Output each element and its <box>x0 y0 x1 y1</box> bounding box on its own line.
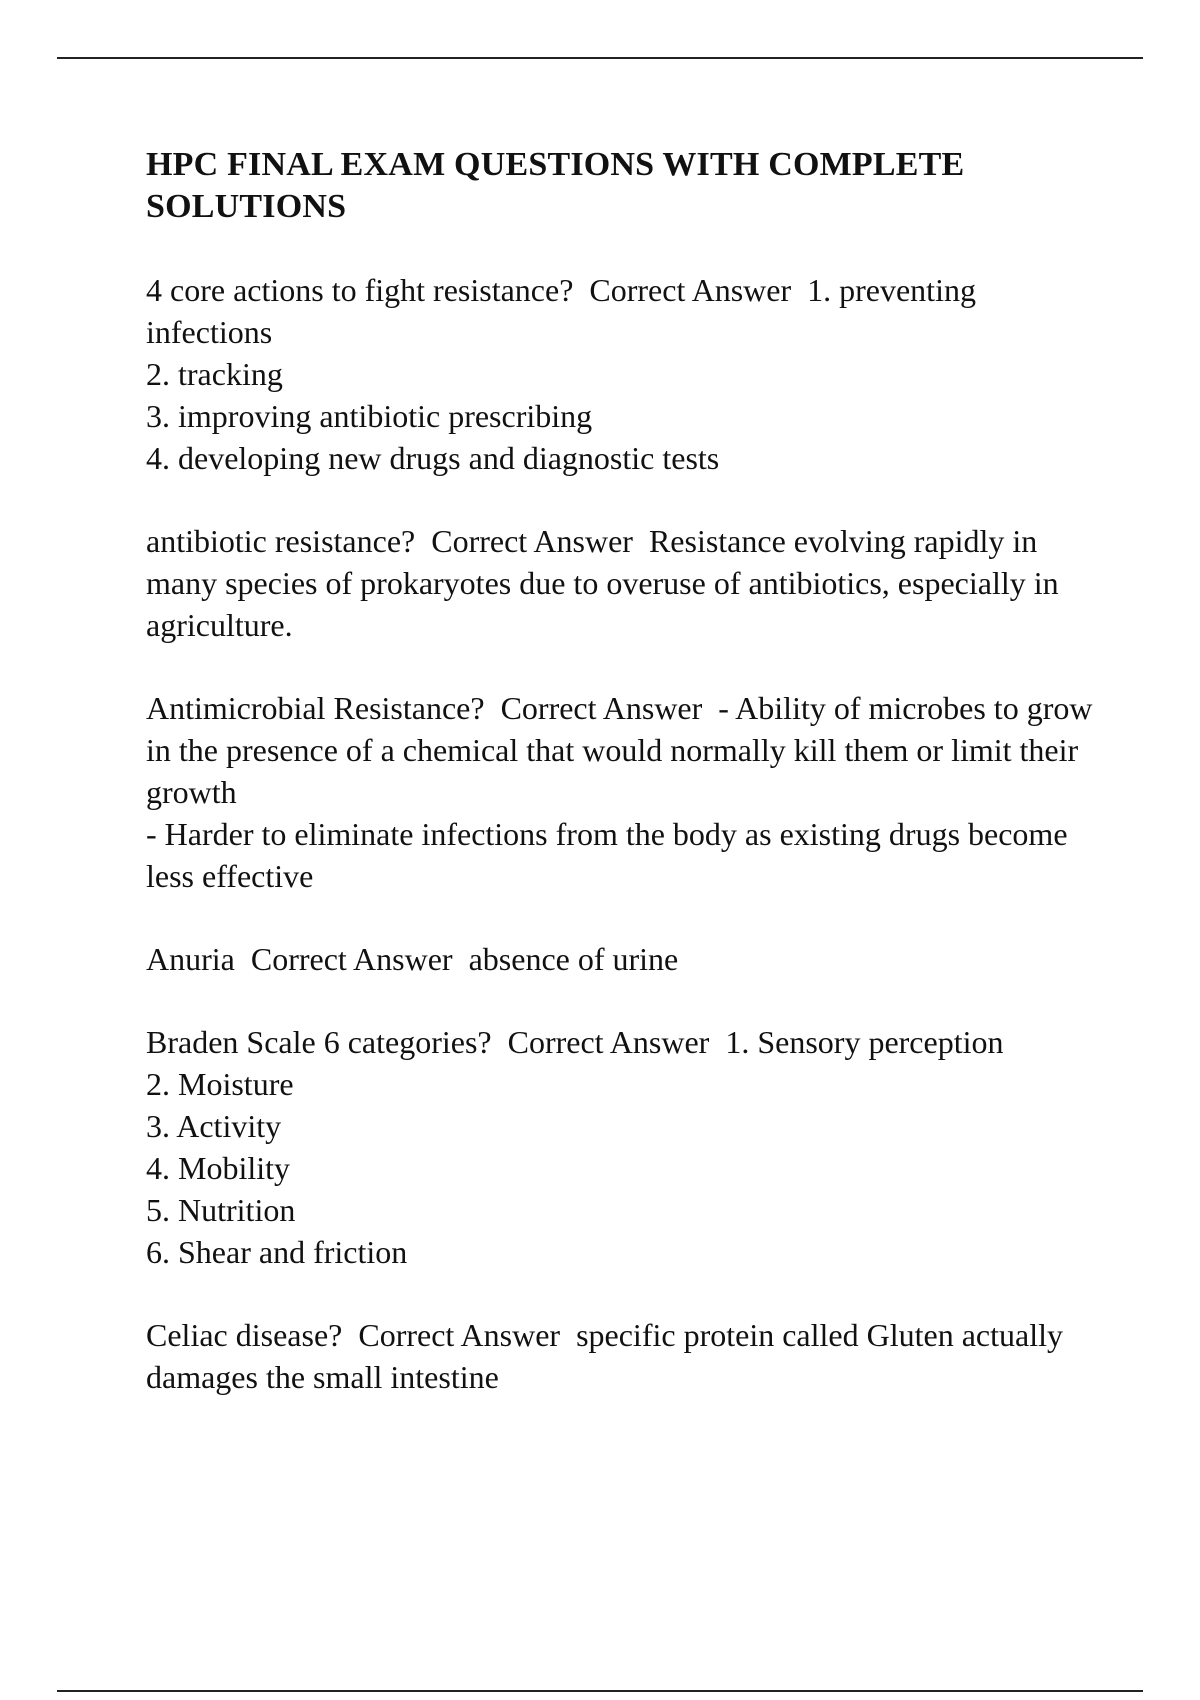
qa-line: Anuria Correct Answer absence of urine <box>146 941 679 977</box>
qa-line: 4. Mobility <box>146 1150 291 1186</box>
qa-line: 2. tracking <box>146 356 283 392</box>
qa-line: 3. improving antibiotic prescribing <box>146 398 593 434</box>
qa-entry-antimicrobial-resistance <box>146 687 1106 897</box>
qa-entry-antibiotic-resistance <box>146 520 1106 646</box>
qa-line: antibiotic resistance? Correct Answer Resistance evolving rapidly in many species of prokaryotes due to overuse of antibiotics, especially in agriculture. <box>146 523 1067 643</box>
bottom-rule <box>57 1690 1143 1692</box>
qa-line: 4. developing new drugs and diagnostic tests <box>146 440 720 476</box>
qa-line: 6. Shear and friction <box>146 1234 408 1270</box>
qa-line: 4 core actions to fight resistance? Correct Answer 1. preventing infections <box>146 272 984 350</box>
qa-line: Celiac disease? Correct Answer specific protein called Gluten actually damages the small intestine <box>146 1317 1071 1395</box>
qa-line: 5. Nutrition <box>146 1192 296 1228</box>
document-body <box>146 144 1106 1439</box>
document-title: HPC FINAL EXAM QUESTIONS WITH COMPLETE SOLUTIONS <box>146 146 965 225</box>
qa-line: - Harder to eliminate infections from the body as existing drugs become less effective <box>146 816 1076 894</box>
qa-line: Antimicrobial Resistance? Correct Answer - Ability of microbes to grow in the presence of a chemical that would normally kill them or limit their growth <box>146 690 1101 810</box>
qa-entry-core-actions <box>146 269 1106 479</box>
qa-entry-braden-scale <box>146 1021 1106 1273</box>
qa-line: 3. Activity <box>146 1108 282 1144</box>
top-rule <box>57 57 1143 59</box>
qa-line: Braden Scale 6 categories? Correct Answer 1. Sensory perception <box>146 1024 1004 1060</box>
qa-entry-celiac-disease <box>146 1314 1106 1398</box>
qa-line: 2. Moisture <box>146 1066 294 1102</box>
qa-entry-anuria <box>146 938 1106 980</box>
